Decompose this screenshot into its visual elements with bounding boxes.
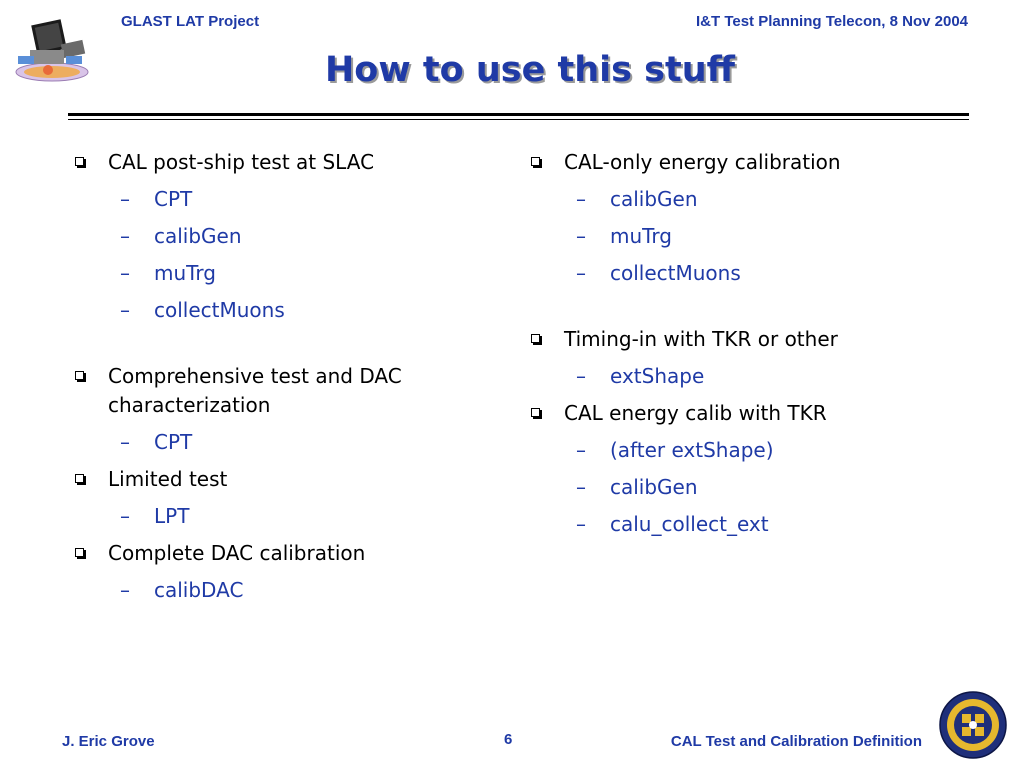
checkbox-bullet-icon — [75, 371, 84, 380]
sub-item — [70, 576, 490, 605]
dash-icon: – — [576, 187, 586, 211]
sub-item — [526, 473, 966, 502]
sub-item — [70, 502, 490, 531]
list-item-text: CAL energy calib with TKR — [564, 401, 827, 425]
list-item-text: CAL post-ship test at SLAC — [108, 150, 375, 174]
sub-item — [70, 428, 490, 457]
sub-item — [70, 259, 490, 288]
sub-item-text: collectMuons — [154, 298, 285, 322]
checkbox-bullet-icon — [75, 474, 84, 483]
sub-item — [70, 185, 490, 214]
page-number: 6 — [504, 731, 513, 748]
footer-title: CAL Test and Calibration Definition — [670, 733, 922, 750]
dash-icon: – — [120, 504, 130, 528]
dash-icon: – — [576, 438, 586, 462]
sub-item-text: (after extShape) — [610, 438, 774, 462]
list-item — [70, 148, 490, 177]
sub-item-text: muTrg — [154, 261, 217, 285]
list-item — [70, 465, 490, 494]
list-item — [526, 325, 966, 354]
list-item-text: Limited test — [108, 467, 228, 491]
sub-item-text: calibGen — [154, 224, 242, 248]
sub-item — [70, 222, 490, 251]
sub-item-text: LPT — [154, 504, 190, 528]
title-rule — [68, 113, 969, 116]
list-item-text: Complete DAC calibration — [108, 541, 366, 565]
checkbox-bullet-icon — [75, 157, 84, 166]
dash-icon: – — [120, 224, 130, 248]
sub-item — [526, 259, 966, 288]
header-project: GLAST LAT Project — [121, 13, 260, 30]
sub-item-text: calibDAC — [154, 578, 244, 602]
header-meeting: I&T Test Planning Telecon, 8 Nov 2004 — [695, 13, 968, 30]
list-item — [70, 539, 490, 568]
sub-item-text: calu_collect_ext — [610, 512, 769, 536]
sub-item-text: calibGen — [610, 475, 698, 499]
footer-author: J. Eric Grove — [62, 733, 155, 750]
list-item — [526, 399, 966, 428]
list-item — [526, 148, 966, 177]
sub-item-text: CPT — [154, 187, 193, 211]
checkbox-bullet-icon — [531, 157, 540, 166]
dash-icon: – — [576, 512, 586, 536]
dash-icon: – — [576, 224, 586, 248]
sub-item-text: collectMuons — [610, 261, 741, 285]
naval-research-laboratory-seal — [938, 690, 1008, 760]
sub-item-text: muTrg — [610, 224, 673, 248]
list-item-text: CAL-only energy calibration — [564, 150, 841, 174]
checkbox-bullet-icon — [531, 334, 540, 343]
dash-icon: – — [120, 261, 130, 285]
dash-icon: – — [576, 261, 586, 285]
list-item-text: Comprehensive test and DAC characterization — [108, 364, 402, 417]
sub-item-text: calibGen — [610, 187, 698, 211]
sub-item — [70, 296, 490, 325]
left-column — [70, 148, 490, 605]
sub-item — [526, 436, 966, 465]
dash-icon: – — [120, 298, 130, 322]
sub-item — [526, 510, 966, 539]
slide-title: How to use this stuff — [325, 50, 735, 90]
sub-item-text: extShape — [610, 364, 705, 388]
list-item-text: Timing-in with TKR or other — [564, 327, 838, 351]
dash-icon: – — [120, 187, 130, 211]
sub-item — [526, 362, 966, 391]
spacer — [526, 288, 966, 325]
dash-icon: – — [576, 475, 586, 499]
checkbox-bullet-icon — [531, 408, 540, 417]
dash-icon: – — [576, 364, 586, 388]
title-rule-thin — [68, 119, 969, 120]
dash-icon: – — [120, 578, 130, 602]
right-column — [526, 148, 966, 539]
sub-item-text: CPT — [154, 430, 193, 454]
dash-icon: – — [120, 430, 130, 454]
sub-item — [526, 185, 966, 214]
spacer — [70, 325, 490, 362]
checkbox-bullet-icon — [75, 548, 84, 557]
list-item — [70, 362, 490, 420]
sub-item — [526, 222, 966, 251]
